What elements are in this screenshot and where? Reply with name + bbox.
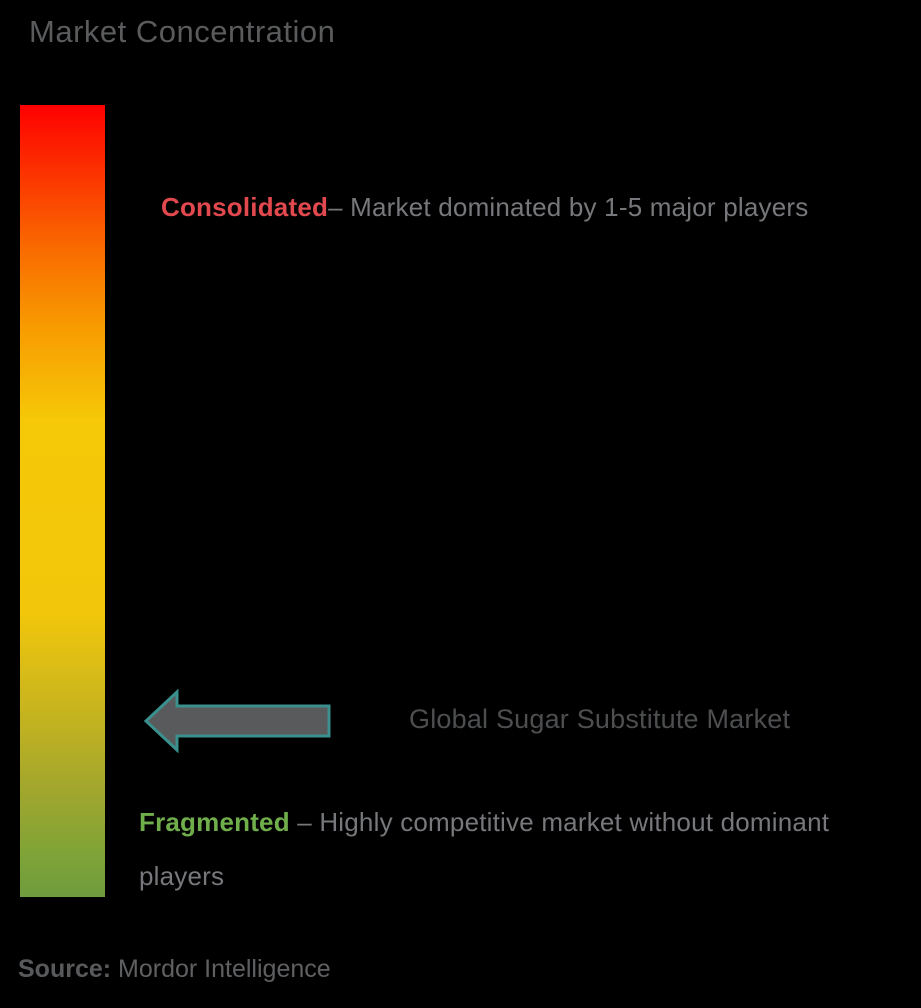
consolidated-description: – Market dominated by 1-5 major players <box>328 192 809 222</box>
source-value: Mordor Intelligence <box>111 955 331 983</box>
market-name-label: Global Sugar Substitute Market <box>409 704 791 734</box>
concentration-scale <box>20 105 105 897</box>
page-title: Market Concentration <box>29 14 336 49</box>
fragmented-label: Fragmented <box>139 807 290 837</box>
consolidated-label: Consolidated <box>161 192 329 222</box>
consolidated-row <box>161 192 808 223</box>
fragmented-description-line2: players <box>139 861 225 891</box>
source-row <box>18 955 331 984</box>
market-position-arrow <box>142 689 332 753</box>
fragmented-description-line1: – Highly competitive market without dominant <box>289 807 830 837</box>
fragmented-row <box>139 795 884 903</box>
source-label: Source: <box>18 955 112 983</box>
left-arrow-icon <box>146 692 329 750</box>
